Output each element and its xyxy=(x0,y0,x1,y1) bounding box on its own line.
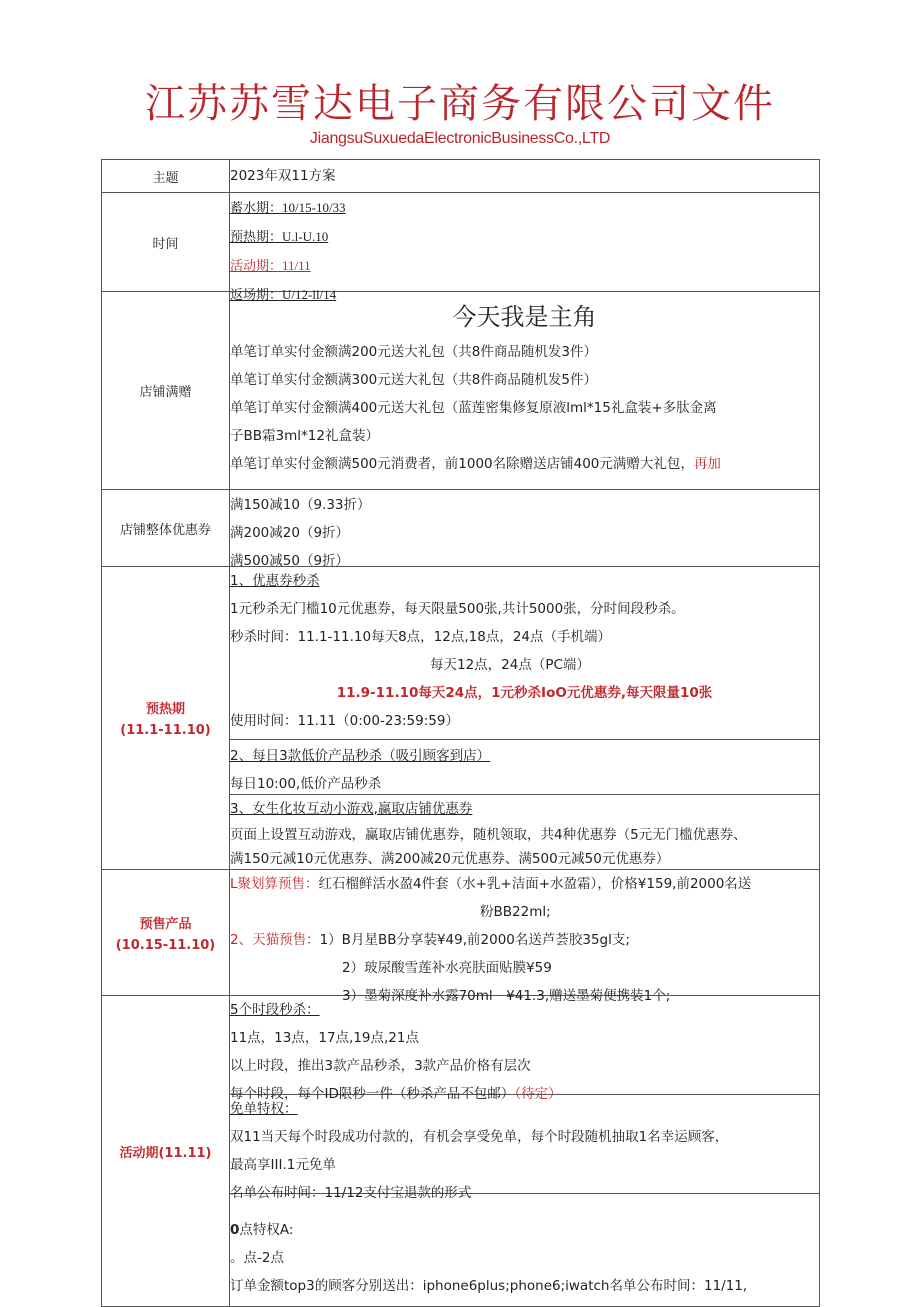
presale-label-text: 预售产品 xyxy=(139,916,192,932)
event-block1-heading: 5个时段秒杀： xyxy=(230,1002,320,1018)
store-gift-line-5-red: 再加 xyxy=(693,456,721,472)
presale-line-3-text: 1）B月星BB分享装¥49,前2000名送芦荟胶35gl支; xyxy=(319,932,630,948)
event-block3-heading-text: 点特权A: xyxy=(239,1222,294,1238)
store-gift-cell xyxy=(230,292,820,490)
warmup-block1-line-1: 1元秒杀无门槛10元优惠券，每天限量500张,共计5000张，分时间段秒杀。 xyxy=(230,601,685,617)
row-label-theme: 主题 xyxy=(102,160,230,193)
warmup-block3-line-1: 页面上设置互动游戏，赢取店铺优惠券，随机领取，共4种优惠券（5元无门槛优惠券、 xyxy=(230,827,747,843)
row-label-store-gift: 店铺满赠 xyxy=(102,292,230,490)
table-row-theme xyxy=(102,160,820,193)
store-gift-line-1: 单笔订单实付金额满200元送大礼包（共8件商品随机发3件） xyxy=(230,344,597,360)
store-gift-line-3: 单笔订单实付金额满400元送大礼包（蓝莲密集修复原液lml*15礼盒装+多肽金离 xyxy=(230,400,717,416)
warmup-block2-heading: 2、每日3款低价产品秒杀（吸引顾客到店） xyxy=(230,748,491,764)
time-line-4: 返场期：U/12-ll/14 xyxy=(230,287,337,302)
time-cell xyxy=(230,193,820,302)
table-row-warmup xyxy=(102,567,820,870)
warmup-label-dates: (11.1-11.10) xyxy=(120,723,211,738)
row-label-coupon: 店铺整体优惠券 xyxy=(102,490,230,567)
coupon-line-2: 满200减20（9折） xyxy=(230,525,350,541)
warmup-label-text: 预热期 xyxy=(145,702,185,717)
presale-line-1 xyxy=(230,870,819,898)
store-gift-line-4: 子BB霜3ml*12礼盒装） xyxy=(230,428,379,444)
event-block1-line-3-text: 每个时段，每个ID限秒一件（秒杀产品不包邮） xyxy=(230,1086,515,1102)
table-row-event xyxy=(102,996,820,1307)
document-subtitle: JiangsuSuxuedaElectronicBusinessCo.,LTD xyxy=(309,130,611,147)
row-label-time: 时间 xyxy=(102,193,230,292)
event-block2-line-2: 最高享III.1元免单 xyxy=(230,1157,336,1173)
presale-line-5: 3）墨菊深度补水露70ml ¥41.3,赠送墨菊便携装1个; xyxy=(342,988,671,1004)
event-cell xyxy=(230,996,820,1307)
event-block2-line-3: 名单公布时间：11/12支付宝退款的形式 xyxy=(230,1185,472,1201)
warmup-block3-heading: 3、女生化妆互动小游戏,赢取店铺优惠券 xyxy=(230,801,473,817)
event-block1-line-2: 以上时段，推出3款产品秒杀，3款产品价格有层次 xyxy=(230,1058,531,1074)
table-row-time xyxy=(102,193,820,292)
row-label-warmup xyxy=(102,567,230,870)
time-line-3: 活动期：11/11 xyxy=(230,258,311,273)
event-block1-line-1: 11点，13点，17点,19点,21点 xyxy=(230,1030,419,1046)
coupon-line-3: 满500减50（9折） xyxy=(230,553,350,569)
event-block2-line-1: 双11当天每个时段成功付款的，有机会享受免单，每个时段随机抽取1名幸运顾客， xyxy=(230,1129,729,1145)
warmup-block1-heading: 1、优惠券秒杀 xyxy=(230,573,320,589)
theme-value xyxy=(230,160,820,193)
table-row-coupon xyxy=(102,490,820,567)
presale-juhuasuan-label: L聚划算预售： xyxy=(230,876,319,892)
coupon-line-1: 满150减10（9.33折） xyxy=(230,497,371,513)
warmup-block1-line-3: 每天12点，24点（PC端） xyxy=(430,657,590,673)
theme-text: 2023年双11方案 xyxy=(230,168,336,184)
store-gift-line-5-text: 单笔订单实付金额满500元消费者，前1000名除赠送店铺400元满赠大礼包， xyxy=(230,456,694,472)
time-line-1: 蓄水期：10/15-10/33 xyxy=(230,200,346,215)
presale-line-4: 2）玻尿酸雪莲补水亮肤面贴膜¥59 xyxy=(342,960,552,976)
event-block3-line-1: 。点-2点 xyxy=(230,1250,284,1266)
store-gift-headline: 今天我是主角 xyxy=(452,303,597,331)
warmup-block1-line-2: 秒杀时间：11.1-11.10每天8点，12点,18点，24点（手机端） xyxy=(230,629,611,645)
event-block3-heading-zero: 0 xyxy=(230,1222,240,1238)
store-gift-line-2: 单笔订单实付金额满300元送大礼包（共8件商品随机发5件） xyxy=(230,372,597,388)
presale-line-1-text: 红石榴鲜活水盈4件套（水+乳+洁面+水盈霜），价格¥159,前2000名送 xyxy=(318,876,752,892)
presale-cell xyxy=(230,870,820,1004)
presale-tmall-label: 2、天猫预售： xyxy=(230,932,320,948)
event-block1-pending: （待定） xyxy=(514,1086,562,1102)
row-label-presale xyxy=(102,870,230,996)
warmup-use-time: 使用时间：11.11（0:00-23:59:59） xyxy=(230,713,459,729)
warmup-red-line: 11.9-11.10每天24点，1元秒杀IoO元优惠券,每天限量10张 xyxy=(336,685,713,701)
presale-line-2: 粉BB22ml; xyxy=(480,904,551,920)
event-block3-heading xyxy=(230,1216,819,1244)
warmup-cell xyxy=(230,567,820,870)
presale-label-dates: (10.15-11.10) xyxy=(115,937,216,953)
warmup-block3-line-2: 满150元减10元优惠券、满200减20元优惠券、满500元减50元优惠券） xyxy=(230,851,670,867)
plan-table xyxy=(101,159,820,1307)
event-block2-heading: 免单特权： xyxy=(230,1101,298,1117)
warmup-block2-line: 每日10:00,低价产品秒杀 xyxy=(230,776,382,792)
coupon-cell xyxy=(230,490,820,567)
row-label-event: 活动期(11.11) xyxy=(102,996,230,1307)
presale-line-3 xyxy=(230,926,819,954)
store-gift-line-5 xyxy=(230,450,819,478)
table-row-store-gift xyxy=(102,292,820,490)
table-row-presale xyxy=(102,870,820,996)
document-title: 江苏苏雪达电子商务有限公司文件 xyxy=(145,81,775,127)
event-block3-line-2: 订单金额top3的顾客分别送出：iphone6plus;phone6;iwatch名单公布时间：11/11, xyxy=(230,1278,748,1294)
time-line-2: 预热期：U.l-U.10 xyxy=(230,229,329,244)
